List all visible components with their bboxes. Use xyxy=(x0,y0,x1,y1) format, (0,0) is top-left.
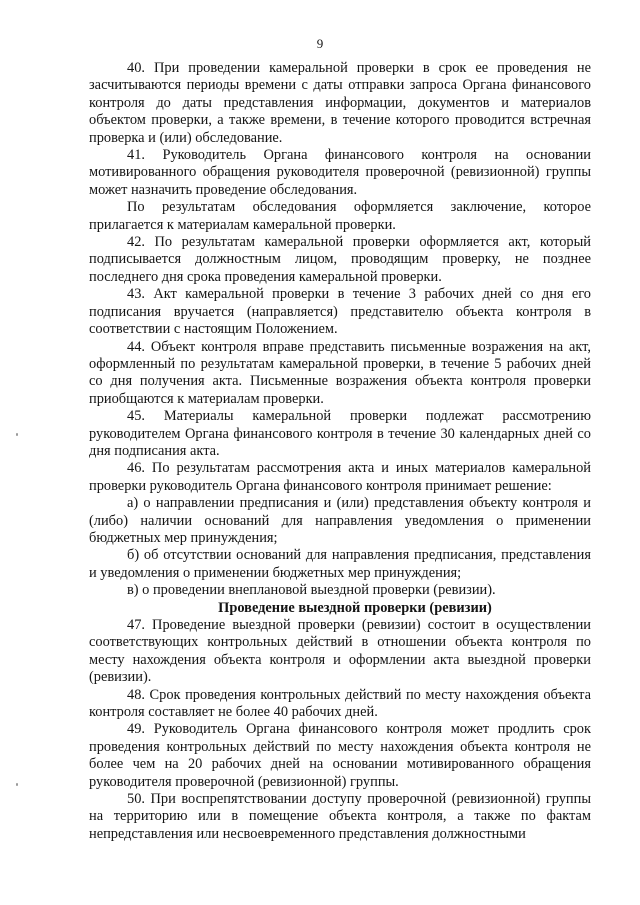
paragraph-40: 40. При проведении камеральной проверки в срок ее проведения не засчитываются периоды времени с даты отправки запроса Органа финансового контроля до даты представления информации, документов и материалов объектом проверки, а также времени, в течение которого проводится встречная проверка и (или) обследование. xyxy=(89,60,591,146)
paragraph-46-b: б) об отсутствии оснований для направления предписания, представления и уведомления о применении бюджетных мер принуждения; xyxy=(89,547,591,581)
paragraph-49: 49. Руководитель Органа финансового контроля может продлить срок проведения контрольных действий по месту нахождения объекта контроля не более чем на 20 рабочих дней на основании мотивированного обращения руководителя проверочной (ревизионной) группы. xyxy=(89,721,591,790)
paragraph-50: 50. При воспрепятствовании доступу проверочной (ревизионной) группы на территорию или в помещение объекта контроля, а также по фактам непредставления или несвоевременного представления должностными xyxy=(89,791,591,842)
page-number: 9 xyxy=(316,36,324,51)
document-body xyxy=(89,60,591,843)
scan-mark xyxy=(16,783,18,786)
paragraph-41-conclusion: По результатам обследования оформляется заключение, которое прилагается к материалам камеральной проверки. xyxy=(89,199,591,233)
section-heading: Проведение выездной проверки (ревизии) xyxy=(218,599,492,616)
paragraph-46-a: а) о направлении предписания и (или) представления объекту контроля и (либо) наличии оснований для направления уведомления о применении бюджетных мер принуждения; xyxy=(89,495,591,546)
paragraph-48: 48. Срок проведения контрольных действий по месту нахождения объекта контроля составляет не более 40 рабочих дней. xyxy=(89,686,591,721)
paragraph-44: 44. Объект контроля вправе представить письменные возражения на акт, оформленный по результатам камеральной проверки, в течение 5 рабочих дней со дня получения акта. Письменные возражения объекта контроля проверки приобщаются к материалам проверки. xyxy=(89,338,591,407)
paragraph-41: 41. Руководитель Органа финансового контроля на основании мотивированного обращения руководителя проверочной (ревизионной) группы может назначить проведение обследования. xyxy=(89,147,591,198)
paragraph-43: 43. Акт камеральной проверки в течение 3 рабочих дней со дня его подписания вручается (направляется) представителю объекта контроля в соответствии с настоящим Положением. xyxy=(89,286,591,338)
paragraph-47: 47. Проведение выездной проверки (ревизии) состоит в осуществлении соответствующих контрольных действий в отношении объекта контроля по месту нахождения объекта контроля и оформлении акта выездной проверки (ревизии). xyxy=(89,617,591,686)
scan-mark xyxy=(16,433,18,436)
paragraph-45: 45. Материалы камеральной проверки подлежат рассмотрению руководителем Органа финансового контроля в течение 30 календарных дней со дня подписания акта. xyxy=(89,408,591,459)
paragraph-46: 46. По результатам рассмотрения акта и иных материалов камеральной проверки руководитель Органа финансового контроля принимает решение: xyxy=(89,460,591,494)
paragraph-46-c: в) о проведении внеплановой выездной проверки (ревизии). xyxy=(127,582,496,599)
paragraph-42: 42. По результатам камеральной проверки оформляется акт, который подписывается должностным лицом, проводящим проверку, не позднее последнего дня срока проведения камеральной проверки. xyxy=(89,234,591,285)
